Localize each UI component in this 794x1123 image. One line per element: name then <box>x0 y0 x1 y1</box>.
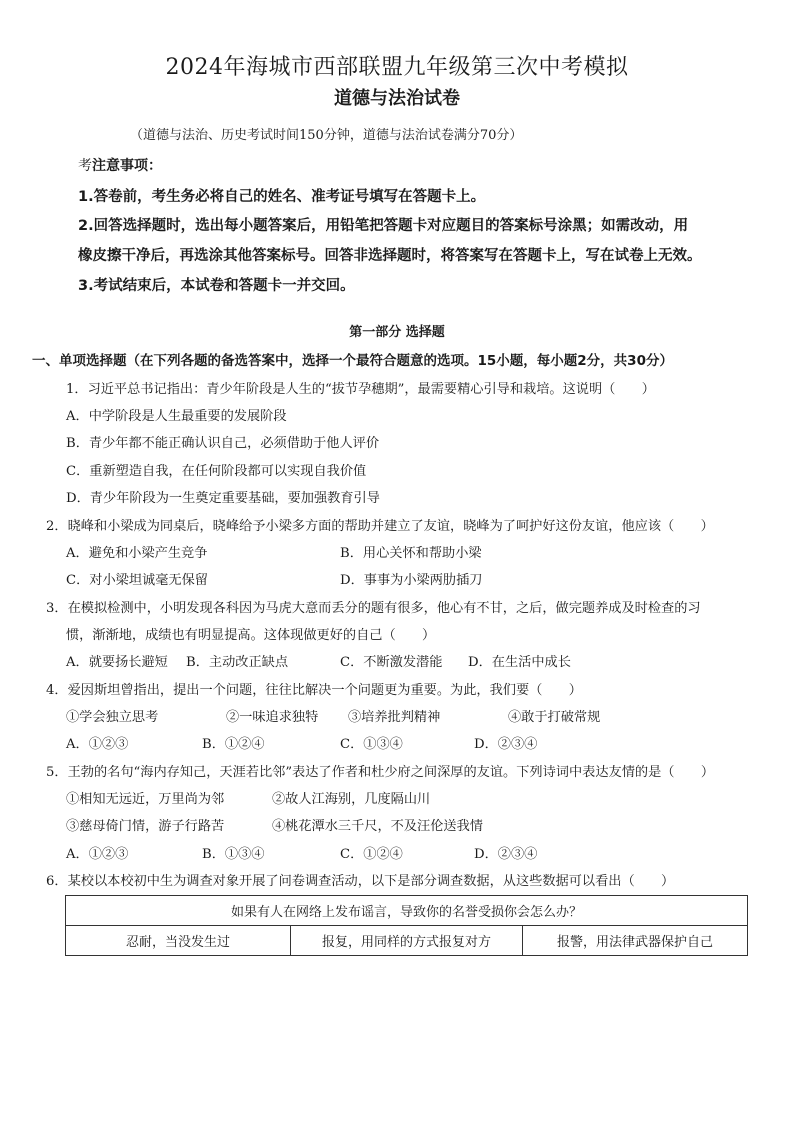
q3-option-b: B．主动改正缺点 <box>186 655 289 670</box>
q2-option-a: A．避免和小梁产生竞争 <box>66 546 208 561</box>
section-title: 第一部分 选择题 <box>349 325 445 340</box>
q5-statement-3: ③慈母倚门情，游子行路苦 <box>66 819 225 834</box>
q4-statement-1: ①学会独立思考 <box>66 710 159 725</box>
q4-option-d: D．②③④ <box>474 737 538 752</box>
exam-info: （道德与法治、历史考试时间150分钟，道德与法治试卷满分70分） <box>130 128 523 143</box>
q4-option-b: B．①②④ <box>202 737 265 752</box>
q4-statement-2: ②一味追求独特 <box>226 710 319 725</box>
q1-option-b: B．青少年都不能正确认识自己，必须借助于他人评价 <box>66 436 380 451</box>
survey-question-cell: 如果有人在网络上发布谣言，导致你的名誉受损你会怎么办？ <box>66 896 748 926</box>
q2-stem: 2．晓峰和小梁成为同桌后，晓峰给予小梁多方面的帮助并建立了友谊，晓峰为了呵护好这份友谊，他应该（ ） <box>46 519 714 534</box>
notes-title: 注意事项： <box>92 158 162 174</box>
note-item-2: 2.回答选择题时，选出每小题答案后，用铅笔把答题卡对应题目的答案标号涂黑；如需改动，用 <box>78 218 689 234</box>
part-title: 一、单项选择题（在下列各题的备选答案中，选择一个最符合题意的选项。15小题，每小题2分，共30分） <box>32 353 673 369</box>
q1-option-a: A．中学阶段是人生最重要的发展阶段 <box>66 409 287 424</box>
q3-option-a: A．就要扬长避短 <box>66 655 168 670</box>
q3-stem-line2: 惯，渐渐地，成绩也有明显提高。这体现做更好的自己（ ） <box>66 628 436 643</box>
q4-statement-4: ④敢于打破常规 <box>508 710 601 725</box>
notes-prefix: 考 <box>78 158 92 174</box>
note-item-1: 1.答卷前，考生务必将自己的姓名、准考证号填写在答题卡上。 <box>78 189 486 205</box>
q5-option-a: A．①②③ <box>66 847 129 862</box>
q3-option-d: D．在生活中成长 <box>468 655 571 670</box>
q4-stem: 4．爱因斯坦曾指出，提出一个问题，往往比解决一个问题更为重要。为此，我们要（ ） <box>46 683 582 698</box>
survey-answer-cell: 报复，用同样的方式报复对方 <box>291 926 523 956</box>
q6-stem: 6．某校以本校初中生为调查对象开展了问卷调查活动，以下是部分调查数据，从这些数据可以看出（ ） <box>46 874 675 889</box>
q5-option-c: C．①②④ <box>340 847 403 862</box>
q5-option-d: D．②③④ <box>474 847 538 862</box>
q5-stem: 5．王勃的名句“海内存知己，天涯若比邻”表达了作者和杜少府之间深厚的友谊。下列诗词中表达友情的是（ ） <box>46 765 715 780</box>
survey-answer-cell: 忍耐，当没发生过 <box>66 926 291 956</box>
q5-option-b: B．①③④ <box>202 847 265 862</box>
q4-statement-3: ③培养批判精神 <box>348 710 441 725</box>
table-row <box>66 926 748 956</box>
q2-option-d: D．事事为小梁两肋插刀 <box>340 573 483 588</box>
note-item-3: 3.考试结束后，本试卷和答题卡一并交回。 <box>78 278 355 294</box>
q1-stem: 1．习近平总书记指出：青少年阶段是人生的“拔节孕穗期”，最需要精心引导和栽培。这说明（ ） <box>66 382 655 397</box>
q5-statement-1: ①相知无远近，万里尚为邻 <box>66 792 225 807</box>
table-row <box>66 896 748 926</box>
q4-option-c: C．①③④ <box>340 737 403 752</box>
q3-option-c: C．不断激发潜能 <box>340 655 443 670</box>
q4-option-a: A．①②③ <box>66 737 129 752</box>
q2-option-c: C．对小梁坦诚毫无保留 <box>66 573 208 588</box>
q3-stem-line1: 3．在模拟检测中，小明发现各科因为马虎大意而丢分的题有很多，他心有不甘，之后，做完题养成及时检查的习 <box>46 601 701 616</box>
q1-option-d: D．青少年阶段为一生奠定重要基础，要加强教育引导 <box>66 491 380 506</box>
notes-heading <box>78 155 162 175</box>
exam-title: 2024年海城市西部联盟九年级第三次中考模拟 <box>165 55 629 80</box>
q5-statement-4: ④桃花潭水三千尺，不及汪伦送我情 <box>272 819 483 834</box>
survey-answer-cell: 报警，用法律武器保护自己 <box>522 926 747 956</box>
q2-option-b: B．用心关怀和帮助小梁 <box>340 546 482 561</box>
q5-statement-2: ②故人江海别，几度隔山川 <box>272 792 431 807</box>
note-item-2-cont: 橡皮擦干净后，再选涂其他答案标号。回答非选择题时，将答案写在答题卡上，写在试卷上无效。 <box>78 248 702 264</box>
q1-option-c: C．重新塑造自我，在任何阶段都可以实现自我价值 <box>66 464 367 479</box>
exam-subtitle: 道德与法治试卷 <box>334 88 460 109</box>
survey-table <box>65 895 748 956</box>
